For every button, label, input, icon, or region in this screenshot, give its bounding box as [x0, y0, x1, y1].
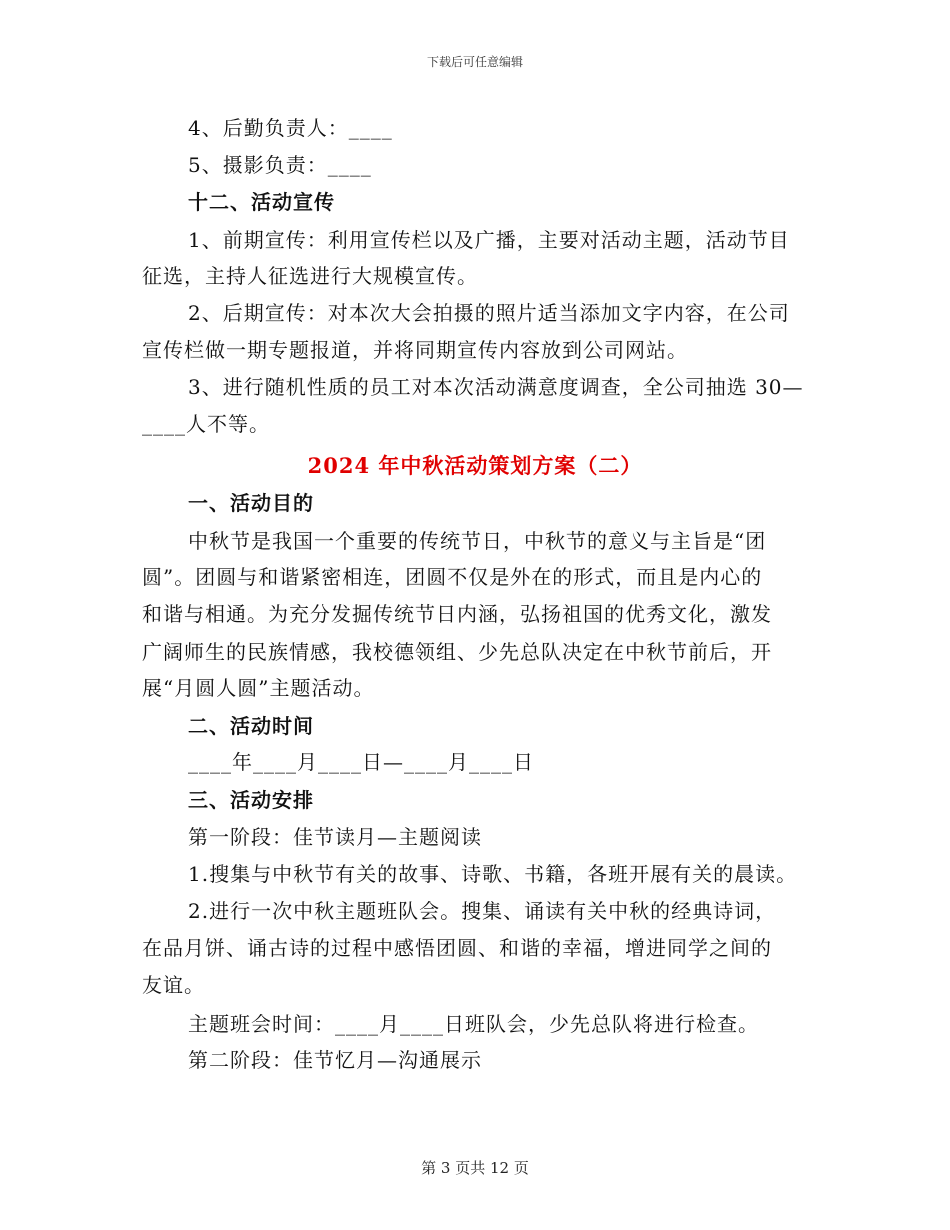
text-line: 2.进行一次中秋主题班队会。搜集、诵读有关中秋的经典诗词， [188, 899, 777, 923]
text-line: ____人不等。 [142, 412, 270, 436]
text-line: 1、前期宣传：利用宣传栏以及广播，主要对活动主题，活动节目 [188, 228, 790, 252]
text-line: 展“月圆人圆”主题活动。 [142, 676, 375, 700]
section-heading: 二、活动时间 [188, 714, 314, 738]
text-line: 中秋节是我国一个重要的传统节日，中秋节的意义与主旨是“团 [188, 529, 767, 553]
text-line: 4、后勤负责人：____ [188, 116, 393, 140]
page-footer: 第 3 页共 12 页 [421, 1159, 529, 1177]
text-line: 圆”。团圆与和谐紧密相连，团圆不仅是外在的形式，而且是内心的 [142, 565, 763, 589]
text-line: 1.搜集与中秋节有关的故事、诗歌、书籍，各班开展有关的晨读。 [188, 862, 798, 886]
section-heading: 三、活动安排 [188, 788, 314, 812]
text-line: 宣传栏做一期专题报道，并将同期宣传内容放到公司网站。 [142, 338, 688, 362]
text-line: 5、摄影负责：____ [188, 153, 372, 177]
text-line: 在品月饼、诵古诗的过程中感悟团圆、和谐的幸福，增进同学之间的 [142, 936, 772, 960]
text-line: 广阔师生的民族情感，我校德领组、少先总队决定在中秋节前后，开 [142, 640, 772, 664]
text-line: 主题班会时间：____月____日班队会，少先总队将进行检查。 [188, 1012, 759, 1036]
page-header: 下载后可任意编辑 [426, 55, 523, 69]
section-heading: 一、活动目的 [188, 491, 314, 515]
text-line: 征选，主持人征选进行大规模宣传。 [142, 264, 478, 288]
document-title: 2024 年中秋活动策划方案（二） [307, 453, 643, 478]
text-line: 和谐与相通。为充分发掘传统节日内涵，弘扬祖国的优秀文化，激发 [142, 602, 772, 626]
section-heading: 十二、活动宣传 [188, 190, 335, 214]
text-line: 友谊。 [142, 973, 205, 997]
text-line: 2、后期宣传：对本次大会拍摄的照片适当添加文字内容，在公司 [188, 301, 790, 325]
text-line: ____年____月____日—____月____日 [188, 750, 534, 774]
text-line: 3、进行随机性质的员工对本次活动满意度调查，全公司抽选 30— [188, 375, 804, 399]
text-line: 第二阶段：佳节忆月—沟通展示 [188, 1048, 482, 1072]
text-line: 第一阶段：佳节读月—主题阅读 [188, 825, 482, 849]
